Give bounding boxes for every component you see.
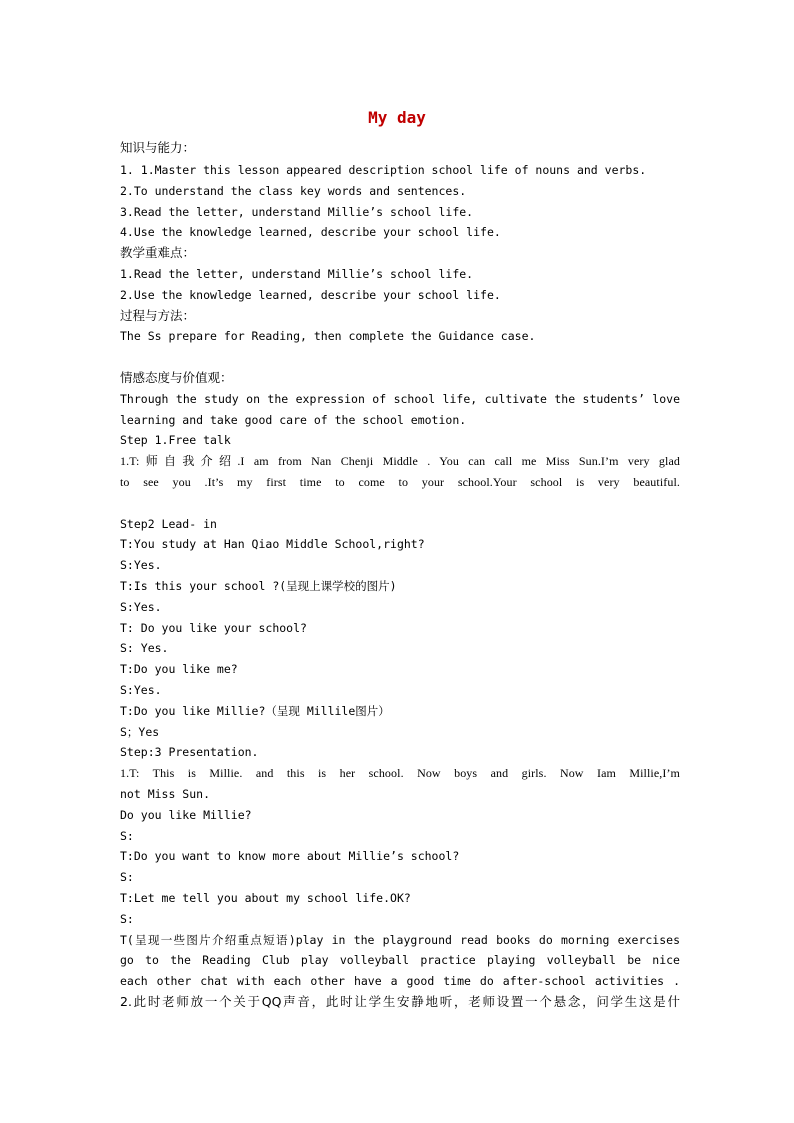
text-line: T:Do you like me? xyxy=(120,662,238,676)
text-line: 2.Use the knowledge learned, describe your school life. xyxy=(120,288,501,302)
text-line: 4.Use the knowledge learned, describe your school life. xyxy=(120,225,501,239)
text-line: S:Yes. xyxy=(120,600,162,614)
text-line: learning and take good care of the school emotion. xyxy=(120,413,467,427)
text-line: T(呈现一些图片介绍重点短语)play in the playground read books do morning exercises xyxy=(120,933,680,947)
text-line: 3.Read the letter, understand Millie’s school life. xyxy=(120,205,474,219)
text-line: 2.此时老师放一个关于QQ声音，此时让学生安静地听，老师设置一个悬念，问学生这是什 xyxy=(120,994,680,1009)
document-title: My day xyxy=(368,108,426,127)
step-heading: Step 1.Free talk xyxy=(120,433,231,447)
text-line: not Miss Sun. xyxy=(120,787,211,801)
text-line: Through the study on the expression of school life, cultivate the students’ love xyxy=(120,392,680,406)
step-heading: Step:3 Presentation. xyxy=(120,745,259,759)
blank-line xyxy=(120,495,680,511)
section-heading: 情感态度与价值观： xyxy=(120,370,233,385)
text-line: T:Is this your school ?(呈现上课学校的图片) xyxy=(120,579,397,593)
text-line: 1.T:师自我介绍.I am from Nan Chenji Middle . You can call me Miss Sun.I’m very glad xyxy=(120,454,680,468)
text-line: 1.Read the letter, understand Millie’s school life. xyxy=(120,267,474,281)
text-line: S:Yes. xyxy=(120,683,162,697)
text-line: T:Do you like Millie?（呈现 Millile图片） xyxy=(120,704,390,718)
section-heading: 过程与方法： xyxy=(120,308,196,323)
section-heading: 知识与能力： xyxy=(120,140,196,155)
text-line: S:Yes. xyxy=(120,558,162,572)
text-line: each other chat with each other have a good time do after-school activities . xyxy=(120,974,680,988)
text-line: S: xyxy=(120,829,134,843)
text-line: go to the Reading Club play volleyball practice playing volleyball be nice xyxy=(120,953,680,967)
text-line: 1.T: This is Millie. and this is her school. Now boys and girls. Now Iam Millie,I’m xyxy=(120,766,680,780)
step-heading: Step2 Lead- in xyxy=(120,517,217,531)
text-line: S: xyxy=(120,870,134,884)
section-heading: 教学重难点： xyxy=(120,245,196,260)
text-line: Do you like Millie? xyxy=(120,808,252,822)
text-line: T:You study at Han Qiao Middle School,right? xyxy=(120,537,425,551)
text-line: T: Do you like your school? xyxy=(120,621,307,635)
text-line: The Ss prepare for Reading, then complete the Guidance case. xyxy=(120,329,536,343)
text-line: 1. 1.Master this lesson appeared description school life of nouns and verbs. xyxy=(120,163,647,177)
text-line: T:Do you want to know more about Millie’s school? xyxy=(120,849,460,863)
text-line: T:Let me tell you about my school life.OK? xyxy=(120,891,411,905)
text-line: 2.To understand the class key words and sentences. xyxy=(120,184,467,198)
text-line: S；Yes xyxy=(120,725,160,739)
text-line: S: Yes. xyxy=(120,641,169,655)
blank-line xyxy=(120,349,680,365)
text-line: S: xyxy=(120,912,134,926)
text-line: to see you .It’s my first time to come to your school.Your school is very beautiful. xyxy=(120,475,680,489)
